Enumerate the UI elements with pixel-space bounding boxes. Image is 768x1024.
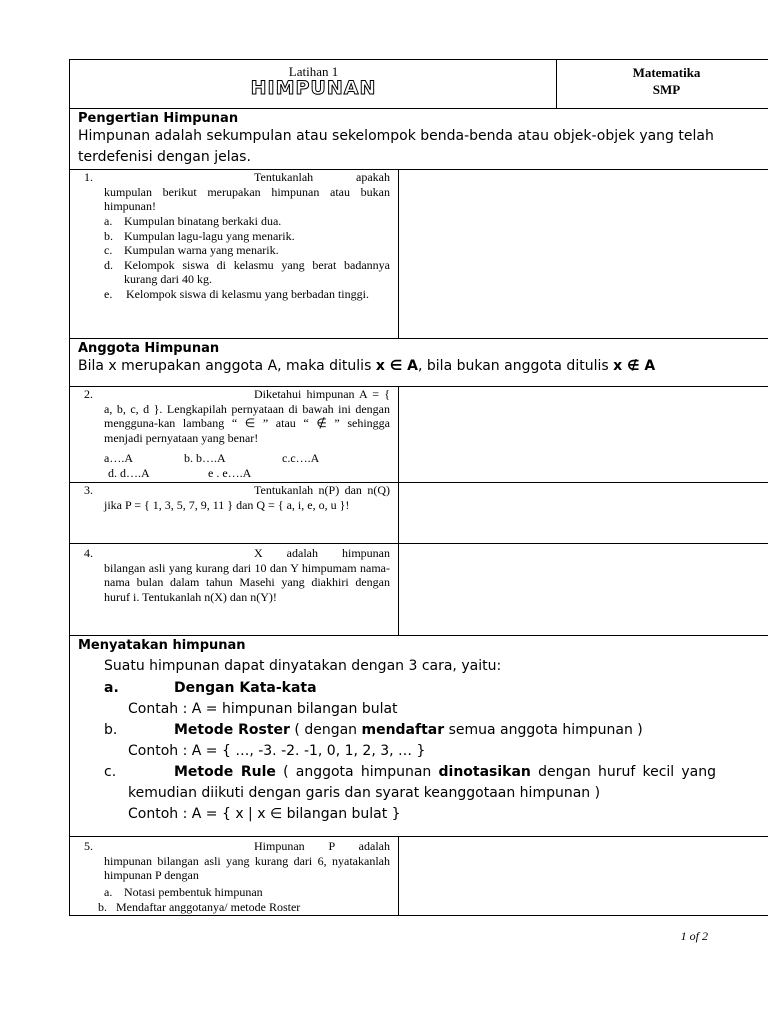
method-c-line: Metode Rule ( anggota himpunan dinotasikan dengan huruf kecil yang kemudian diikuti dengan garis dan syarat keanggotaan himpunan ) [128,764,717,801]
question-number: 1. [84,170,93,184]
level-label: SMP [652,82,681,97]
method-c-label: c. [104,764,117,780]
question-5-cell [69,836,399,916]
question-text: Tentukanlah n(P) dan n(Q) jika P = { 1, 3, 5, 7, 9, 11 } dan Q = { a, i, e, o, u }! [104,483,390,512]
answer-1-cell[interactable] [398,169,768,339]
section-pengertian [69,108,768,170]
section-text: Bila x merupakan anggota A, maka ditulis x ∈ A, bila bukan anggota ditulis x ∉ A [78,358,656,374]
question-1-cell [69,169,399,339]
option-list [104,214,390,301]
section-heading: Menyatakan himpunan [78,638,246,653]
question-text: Himpunan P adalah himpunan bilangan asli yang kurang dari 6, nyatakanlah himpunan P dengan [104,839,390,882]
option-list [98,885,390,914]
question-4-cell [69,543,399,636]
answer-2-cell[interactable] [398,386,768,483]
question-text: Diketahui himpunan A = { a, b, c, d }. Lengkapilah pernyataan di bawah ini dengan mengguna-kan lambang “ ∈ ” atau “ ∉ ” sehingga menjadi pernyataan yang benar! [104,387,390,445]
question-text: X adalah himpunan bilangan asli yang kurang dari 10 dan Y himpumam nama-nama bulan dalam tahun Masehi yang diakhiri dengan huruf i. Tentukanlah n(X) dan n(Y)! [104,546,390,604]
method-b-label: b. [104,722,118,738]
section-text: Himpunan adalah sekumpulan atau sekelompok benda-benda atau objek-objek yang telah terdefenisi dengan jelas. [78,128,714,165]
section-heading: Pengertian Himpunan [78,111,239,126]
question-2-cell: 2. Diketahui himpunan A = { a, b, c, d }. Lengkapilah pernyataan di bawah ini dengan mengguna-kan lambang “ ∈ ” atau “ ∉ ” sehingga menjadi pernyataan yang benar! a….A b. b….A c.c….A d. d….A e . e….A [69,386,399,483]
list-item: a. Notasi pembentuk himpunan [104,885,263,899]
method-a-example: Contah : A = himpunan bilangan bulat [128,701,398,717]
list-item: c. Kumpulan warna yang menarik. [104,243,279,257]
method-a-title: Dengan Kata-kata [174,680,317,696]
method-a-label: a. [104,680,119,696]
method-b-line: Metode Roster ( dengan mendaftar semua anggota himpunan ) [174,722,643,738]
list-item: a. Kumpulan binatang berkaki dua. [104,214,282,228]
section-heading: Anggota Himpunan [78,341,220,356]
method-c-example: Contoh : A = { x | x ∈ bilangan bulat } [128,806,401,822]
question-number: 4. [84,546,93,560]
section-menyatakan [69,635,768,837]
question-text: Tentukanlah apakah kumpulan berikut merupakan himpunan atau bukan himpunan! [104,170,390,213]
list-item: e. Kelompok siswa di kelasmu yang berbadan tinggi. [104,286,369,301]
question-number: 2. [84,387,93,401]
question-number: 5. [84,839,93,853]
topic-title: HIMPUNAN [250,77,377,99]
worksheet-title: Latihan 1 [288,64,339,79]
question-3-cell [69,482,399,544]
question-number: 3. [84,483,93,497]
header-divider [556,59,768,109]
list-item: b. Mendaftar anggotanya/ metode Roster [98,899,301,914]
page-number: 1 of 2 [680,929,708,943]
list-item: d. Kelompok siswa di kelasmu yang berat badannya kurang dari 40 kg. [104,257,390,286]
answer-5-cell[interactable] [398,836,768,916]
method-b-example: Contoh : A = { …, -3. -2. -1, 0, 1, 2, 3, … } [128,743,426,759]
section-anggota [69,338,768,387]
subject-label: Matematika [632,65,701,80]
answer-3-cell[interactable] [398,482,768,544]
worksheet [69,59,768,915]
section-intro: Suatu himpunan dapat dinyatakan dengan 3 cara, yaitu: [104,658,502,674]
list-item: b. Kumpulan lagu-lagu yang menarik. [104,228,295,243]
answer-4-cell[interactable] [398,543,768,636]
subject-block [557,64,768,98]
